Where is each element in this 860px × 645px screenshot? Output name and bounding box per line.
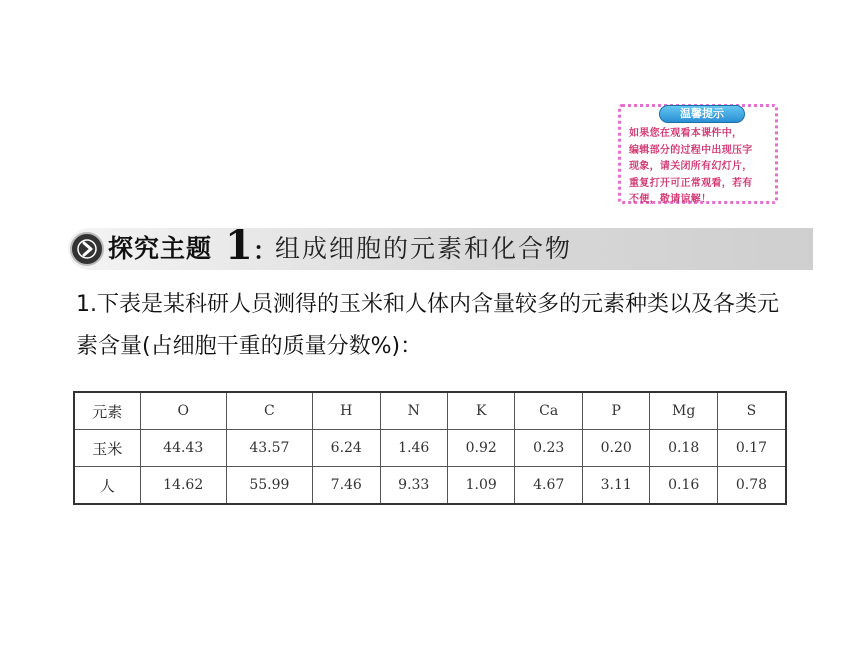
table-cell: 1.46	[380, 430, 447, 467]
table-header-cell: S	[717, 392, 786, 430]
table-cell: 44.43	[140, 430, 226, 467]
table-header-cell: Ca	[515, 392, 582, 430]
table-row	[74, 467, 786, 505]
table-header-cell: H	[313, 392, 380, 430]
tip-title: 温馨提示	[659, 105, 745, 123]
table-cell: 55.99	[226, 467, 312, 505]
table-header-row	[74, 392, 786, 430]
tip-line: 如果您在观看本课件中，	[629, 128, 743, 139]
table-cell: 0.16	[650, 467, 717, 505]
tip-text	[629, 126, 769, 209]
table-cell: 4.67	[515, 467, 582, 505]
table-header-cell: K	[447, 392, 514, 430]
table-cell: 9.33	[380, 467, 447, 505]
table-header-cell: 元素	[74, 392, 140, 430]
table-cell: 玉米	[74, 430, 140, 467]
table-cell: 0.78	[717, 467, 786, 505]
section-number: 1	[225, 222, 253, 269]
table-cell: 14.62	[140, 467, 226, 505]
tip-box	[618, 104, 778, 204]
table-cell: 0.23	[515, 430, 582, 467]
table-header-cell: Mg	[650, 392, 717, 430]
arrow-right-icon	[70, 232, 104, 266]
table-cell: 1.09	[447, 467, 514, 505]
tip-line: 编辑部分的过程中出现压字	[629, 144, 753, 156]
section-title: 组成细胞的元素和化合物	[275, 234, 573, 263]
table-cell: 0.20	[582, 430, 649, 467]
tip-line: 重复打开可正常观看，若有	[629, 177, 753, 189]
table-header-cell: P	[582, 392, 649, 430]
table-header-cell: O	[140, 392, 226, 430]
table-cell: 0.18	[650, 430, 717, 467]
table-cell: 6.24	[313, 430, 380, 467]
question-text: 1.下表是某科研人员测得的玉米和人体内含量较多的元素种类以及各类元素含量(占细胞干重的质量分数%)：	[76, 292, 779, 359]
table-header-cell: N	[380, 392, 447, 430]
table-cell: 43.57	[226, 430, 312, 467]
section-colon: ：	[253, 237, 277, 265]
table-cell: 0.92	[447, 430, 514, 467]
table-cell: 7.46	[313, 467, 380, 505]
table-cell: 人	[74, 467, 140, 505]
section-label: 探究主题	[108, 234, 213, 263]
table-cell: 0.17	[717, 430, 786, 467]
table-cell: 3.11	[582, 467, 649, 505]
tip-line: 不便，敬请谅解！	[629, 194, 712, 205]
element-content-table	[73, 391, 787, 505]
table-row	[74, 430, 786, 467]
tip-line: 现象，请关闭所有幻灯片，	[629, 161, 753, 172]
table-header-cell: C	[226, 392, 312, 430]
